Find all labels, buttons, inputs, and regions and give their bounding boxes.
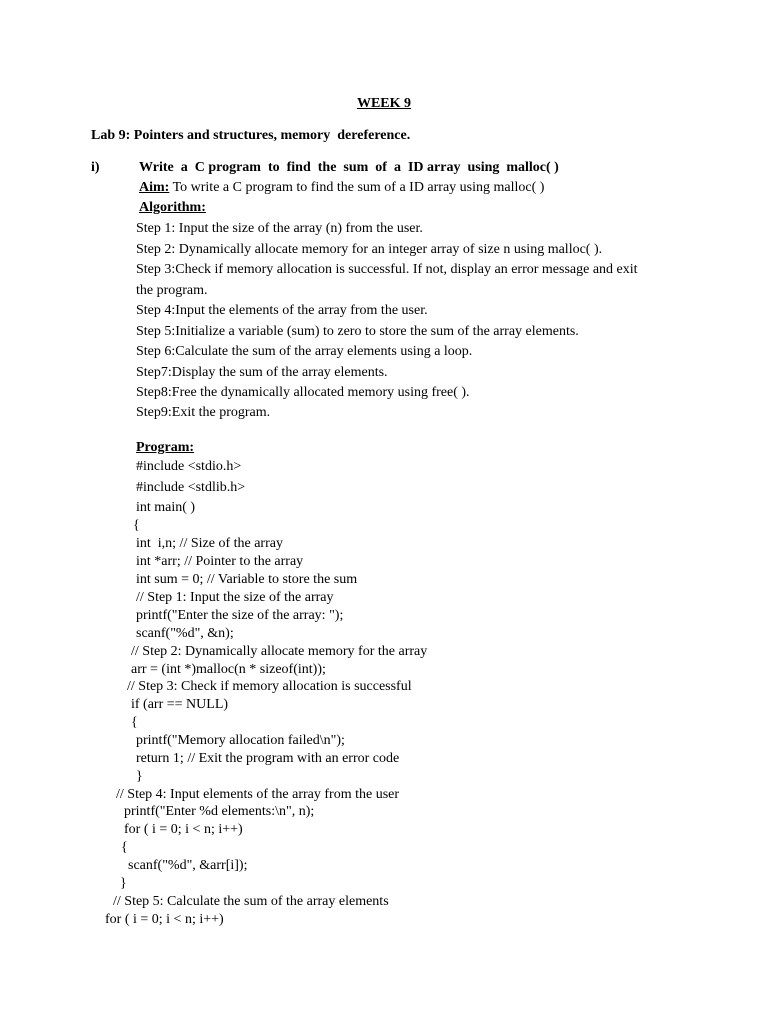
- step-line: Step8:Free the dynamically allocated memory using free( ).: [136, 385, 470, 400]
- code-line: int *arr; // Pointer to the array: [136, 554, 304, 569]
- step-line: Step 3:Check if memory allocation is successful. If not, display an error message and exit: [136, 262, 638, 277]
- code-line: scanf("%d", &arr[i]);: [128, 858, 248, 873]
- program-heading: Program:: [136, 440, 195, 455]
- code-line: }: [136, 769, 143, 784]
- code-comment: // Step 3: Check if memory allocation is successful: [127, 679, 412, 694]
- algorithm-heading: Algorithm:: [139, 200, 206, 215]
- step-line: Step9:Exit the program.: [136, 405, 271, 420]
- step-line: Step 5:Initialize a variable (sum) to zero to store the sum of the array elements.: [136, 324, 579, 339]
- aim-line: [139, 179, 544, 196]
- code-line: {: [131, 715, 138, 730]
- item-number: i): [91, 160, 100, 175]
- step-line: Step 2: Dynamically allocate memory for an integer array of size n using malloc( ).: [136, 242, 603, 257]
- code-line: arr = (int *)malloc(n * sizeof(int));: [131, 662, 326, 677]
- step-line: Step 4:Input the elements of the array from the user.: [136, 303, 428, 318]
- code-line: for ( i = 0; i < n; i++): [105, 912, 224, 927]
- step-line: Step 6:Calculate the sum of the array elements using a loop.: [136, 344, 473, 359]
- code-line: scanf("%d", &n);: [136, 626, 234, 641]
- code-line: printf("Enter %d elements:\n", n);: [124, 804, 315, 819]
- code-line: int main( ): [136, 500, 196, 515]
- code-line: printf("Memory allocation failed\n");: [136, 733, 345, 748]
- code-comment: // Step 5: Calculate the sum of the array elements: [113, 894, 389, 909]
- step-line: the program.: [136, 283, 208, 298]
- code-line: {: [133, 518, 140, 533]
- code-line: for ( i = 0; i < n; i++): [124, 822, 243, 837]
- code-line: return 1; // Exit the program with an error code: [136, 751, 400, 766]
- code-line: #include <stdio.h>: [136, 459, 242, 474]
- code-line: printf("Enter the size of the array: ");: [136, 608, 344, 623]
- page-title: WEEK 9: [356, 96, 412, 111]
- aim-label: Aim:: [139, 180, 170, 195]
- aim-text: To write a C program to find the sum of a ID array using malloc( ): [169, 180, 545, 195]
- code-comment: // Step 1: Input the size of the array: [136, 590, 334, 605]
- code-line: int i,n; // Size of the array: [136, 536, 283, 551]
- code-line: int sum = 0; // Variable to store the sum: [136, 572, 358, 587]
- item-heading: Write a C program to find the sum of a ID array using malloc( ): [139, 160, 559, 175]
- code-line: #include <stdlib.h>: [136, 480, 246, 495]
- code-line: }: [120, 876, 127, 891]
- step-line: Step 1: Input the size of the array (n) from the user.: [136, 221, 423, 236]
- code-line: if (arr == NULL): [131, 697, 229, 712]
- code-comment: // Step 4: Input elements of the array from the user: [116, 787, 400, 802]
- code-line: {: [121, 840, 128, 855]
- step-line: Step7:Display the sum of the array elements.: [136, 365, 388, 380]
- code-comment: // Step 2: Dynamically allocate memory for the array: [131, 644, 428, 659]
- lab-title: Lab 9: Pointers and structures, memory dereference.: [91, 128, 411, 143]
